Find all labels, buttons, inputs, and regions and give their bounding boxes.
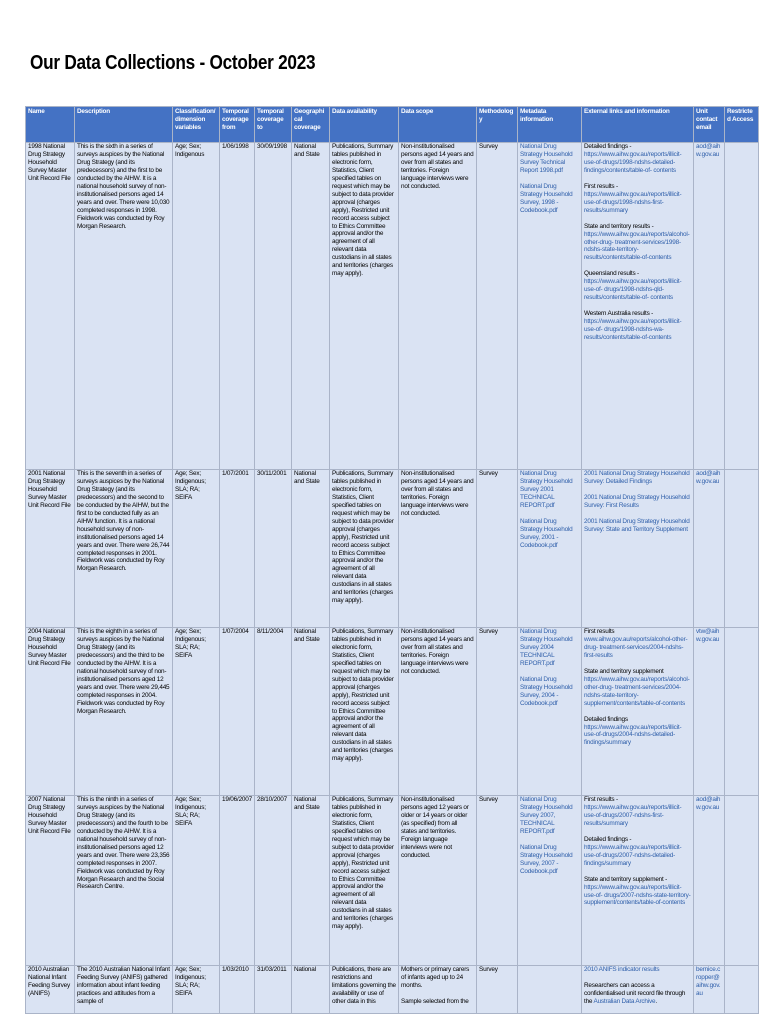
cell-classification: Age; Sex; Indigenous xyxy=(173,143,220,470)
cell-name: 2004 National Drug Strategy Household Survey Master Unit Record File xyxy=(26,628,75,796)
cell-metadata xyxy=(518,966,582,1014)
cell-temporal-to: 28/10/2007 xyxy=(255,796,292,966)
cell-classification: Age; Sex; Indigenous; SLA; RA; SEIFA xyxy=(173,628,220,796)
metadata-link[interactable]: National Drug Strategy Household Survey 2007, TECHNICAL REPORT.pdf xyxy=(520,796,573,835)
cell-metadata xyxy=(518,796,582,966)
archive-note-text: Researchers can access a confidentialised unit record file through the xyxy=(584,981,686,1005)
external-link[interactable]: https://www.aihw.gov.au/reports/alcohol-other-drug- treatment-services/2004-ndshs-state-territory- supplement/contents/table-of-contents xyxy=(584,675,690,707)
col-header-classification: Classification/ dimension variables xyxy=(173,107,220,143)
cell-scope: Non-institutionalised persons aged 12 years or older or 14 years or older (as specified) from all states and territories. Foreign language interviews were not conducted. xyxy=(399,796,477,966)
external-link[interactable]: https://www.aihw.gov.au/reports/illicit-use-of- drugs/2007-ndshs-state-territory- supplement/contents/table-of-contents xyxy=(584,883,691,907)
cell-scope xyxy=(399,966,477,1014)
link-label: Detailed findings - xyxy=(584,143,632,150)
cell-external-links xyxy=(582,628,694,796)
cell-restricted xyxy=(725,628,759,796)
link-label: Queensland results - xyxy=(584,270,639,278)
cell-temporal-from: 19/06/2007 xyxy=(220,796,255,966)
metadata-link[interactable]: National Drug Strategy Household Survey Technical Report 1998.pdf xyxy=(520,143,573,174)
cell-description: The 2010 Australian National Infant Feeding Survey (ANIFS) gathered information about infant feeding practices and attitudes from a sample of xyxy=(75,966,173,1014)
cell-scope: Non-institutionalised persons aged 14 years and over from all states and territories. Foreign language interviews were not conducted. xyxy=(399,470,477,628)
external-link[interactable]: https://www.aihw.gov.au/reports/illicit-use-of-drugs/2007-ndshs-first-results/summary xyxy=(584,803,682,827)
col-header-restricted: Restricted Access xyxy=(725,107,759,143)
cell-classification: Age; Sex; Indigenous; SLA; RA; SEIFA xyxy=(173,966,220,1014)
metadata-link[interactable]: National Drug Strategy Household Survey, 1998 - Codebook.pdf xyxy=(520,182,573,214)
cell-description: This is the ninth in a series of surveys auspices by the National Drug Strategy (and its predecessors) and the fourth to be conducted by the AIHW. It is a national household survey of non-institutionalised persons aged 12 years and over. There were 23,356 completed responses in 2007. Fieldwork was conducted by Roy Morgan Research and the Social Research Centre. xyxy=(75,796,173,966)
external-link[interactable]: www.aihw.gov.au/reports/alcohol-other-drug- treatment-services/2004-ndshs-first-results xyxy=(584,635,688,659)
col-header-geographical: Geographical coverage xyxy=(292,107,330,143)
cell-description: This is the sixth in a series of surveys auspices by the National Drug Strategy (and its predecessors) and the first to be conducted by the AIHW. It is a national household survey of non-institutionalised persons aged 14 years and over. There were 10,030 completed responses in 1998. Fieldwork was conducted by Roy Morgan Research. xyxy=(75,143,173,470)
archive-link[interactable]: Australian Data Archive xyxy=(593,997,656,1005)
cell-external-links xyxy=(582,966,694,1014)
cell-name: 2001 National Drug Strategy Household Survey Master Unit Record File xyxy=(26,470,75,628)
cell-metadata xyxy=(518,470,582,628)
cell-temporal-to: 30/11/2001 xyxy=(255,470,292,628)
cell-geo: National and State xyxy=(292,470,330,628)
scope-text: Mothers or primary carers of infants aged up to 24 months. xyxy=(401,966,470,989)
cell-restricted xyxy=(725,796,759,966)
metadata-link[interactable]: National Drug Strategy Household Survey 2004 TECHNICAL REPORT.pdf xyxy=(520,628,573,667)
col-header-external-links: External links and information xyxy=(582,107,694,143)
col-header-availability: Data availability xyxy=(330,107,399,143)
archive-note-suffix: . xyxy=(655,997,657,1005)
col-header-metadata: Metadata information xyxy=(518,107,582,143)
link-label: Detailed findings xyxy=(584,715,628,723)
cell-temporal-from: 1/06/1998 xyxy=(220,143,255,470)
cell-temporal-to: 31/03/2011 xyxy=(255,966,292,1014)
cell-scope: Non-institutionalised persons aged 14 years and over from all states and territories. Foreign language interviews were not conducted. xyxy=(399,143,477,470)
cell-description: This is the seventh in a series of surveys auspices by the National Drug Strategy (and its predecessors) and the second to be conducted by the AIHW, but the first to be conducted fully as an AIHW function. It is a national household survey of non-institutionalised persons aged 14 years and over. There were 26,744 completed responses in 2001. Fieldwork was conducted by Roy Morgan Research. xyxy=(75,470,173,628)
metadata-link[interactable]: National Drug Strategy Household Survey, 2007 - Codebook.pdf xyxy=(520,843,573,875)
cell-metadata xyxy=(518,143,582,470)
col-header-description: Description xyxy=(75,107,173,143)
cell-name: 2007 National Drug Strategy Household Survey Master Unit Record File xyxy=(26,796,75,966)
header-row xyxy=(26,107,759,143)
cell-name: 1998 National Drug Strategy Household Survey Master Unit Record File xyxy=(26,143,75,470)
external-link[interactable]: https://www.aihw.gov.au/reports/illicit-use-of- drugs/1998-ndshs-qld-results/contents/table-of- contents xyxy=(584,278,682,302)
cell-geo: National xyxy=(292,966,330,1014)
cell-temporal-from: 1/07/2004 xyxy=(220,628,255,796)
col-header-temporal-from: Temporal coverage from xyxy=(220,107,255,143)
external-link[interactable]: 2001 National Drug Strategy Household Survey: First Results xyxy=(584,493,690,509)
cell-external-links xyxy=(582,470,694,628)
cell-name: 2010 Australian National Infant Feeding Survey (ANIFS) xyxy=(26,966,75,1014)
col-header-name: Name xyxy=(26,107,75,143)
table-row xyxy=(26,628,759,796)
cell-availability: Publications, Summary tables published in electronic form, Statistics, Client specified tables on request which may be subject to data provider approval (charges apply), Restricted unit record access subject to Ethics Committee approval and/or the agreement of all relevant data custodians in all states and territories (charges may apply). xyxy=(330,143,399,470)
scope-text: Sample selected from the xyxy=(401,997,469,1005)
cell-temporal-from: 1/03/2010 xyxy=(220,966,255,1014)
link-label: State and territory supplement - xyxy=(584,875,668,883)
link-label: State and territory results - xyxy=(584,222,654,230)
cell-restricted xyxy=(725,966,759,1014)
cell-external-links xyxy=(582,143,694,470)
col-header-methodology: Methodology xyxy=(477,107,518,143)
cell-classification: Age; Sex; Indigenous; SLA; RA; SEIFA xyxy=(173,470,220,628)
col-header-scope: Data scope xyxy=(399,107,477,143)
cell-temporal-to: 30/09/1998 xyxy=(255,143,292,470)
cell-metadata xyxy=(518,628,582,796)
col-header-contact-email: Unit contact email xyxy=(694,107,725,143)
metadata-link[interactable]: National Drug Strategy Household Survey 2001 TECHNICAL REPORT.pdf xyxy=(520,470,573,509)
cell-temporal-from: 1/07/2001 xyxy=(220,470,255,628)
external-link[interactable]: 2001 National Drug Strategy Household Survey: State and Territory Supplement xyxy=(584,517,690,533)
table-row xyxy=(26,470,759,628)
link-label: Detailed findings - xyxy=(584,835,632,843)
page-title: Our Data Collections - October 2023 xyxy=(30,52,316,74)
link-label: First results - xyxy=(584,182,618,190)
external-link[interactable]: https://www.aihw.gov.au/reports/illicit-use-of-drugs/1998-ndshs-detailed-findings/contents/table-of- contents xyxy=(584,150,682,174)
cell-classification: Age; Sex; Indigenous; SLA; RA; SEIFA xyxy=(173,796,220,966)
link-label: Western Australia results - xyxy=(584,310,654,318)
cell-scope: Non-institutionalised persons aged 14 years and over from all states and territories. Foreign language interviews were not conducted. xyxy=(399,628,477,796)
archive-note xyxy=(584,982,691,1006)
cell-geo: National and State xyxy=(292,628,330,796)
cell-methodology: Survey xyxy=(477,796,518,966)
link-label: State and territory supplement xyxy=(584,667,664,675)
cell-geo: National and State xyxy=(292,796,330,966)
cell-methodology: Survey xyxy=(477,470,518,628)
table-row xyxy=(26,966,759,1014)
cell-restricted xyxy=(725,470,759,628)
external-link[interactable]: https://www.aihw.gov.au/reports/illicit-use-of-drugs/2007-ndshs-detailed-findings/summary xyxy=(584,843,682,867)
cell-description: This is the eighth in a series of surveys auspices by the National Drug Strategy (and its predecessors) and the third to be conducted by the AIHW. It is a national household survey of non-institutionalised persons aged 12 years and over. There were 29,445 completed responses in 2004. Fieldwork was conducted by Roy Morgan Research. xyxy=(75,628,173,796)
external-link[interactable]: https://www.aihw.gov.au/reports/alcohol-other-drug- treatment-services/1998-ndshs-state-territory- results/contents/table-of-contents xyxy=(584,230,690,262)
metadata-link[interactable]: National Drug Strategy Household Survey, 2001 - Codebook.pdf xyxy=(520,517,573,549)
col-header-temporal-to: Temporal coverage to xyxy=(255,107,292,143)
cell-methodology: Survey xyxy=(477,628,518,796)
external-link[interactable]: https://www.aihw.gov.au/reports/illicit-use-of-drugs/2004-ndshs-detailed-findings/summary xyxy=(584,723,682,747)
metadata-link[interactable]: National Drug Strategy Household Survey, 2004 - Codebook.pdf xyxy=(520,675,573,707)
cell-geo: National and State xyxy=(292,143,330,470)
link-label: First results xyxy=(584,628,615,635)
cell-availability: Publications, there are restrictions and limitations governing the availability or use of other data in this xyxy=(330,966,399,1014)
cell-contact-email[interactable]: aod@aihw.gov.au xyxy=(694,143,725,470)
data-collections-table xyxy=(25,106,759,1014)
cell-methodology: Survey xyxy=(477,143,518,470)
external-link[interactable]: 2001 National Drug Strategy Household Survey: Detailed Findings xyxy=(584,470,690,485)
cell-contact-email[interactable]: aod@aihw.gov.au xyxy=(694,470,725,628)
cell-availability: Publications, Summary tables published in electronic form, Statistics, Client specified tables on request which may be subject to data provider approval (charges apply), Restricted unit record access subject to Ethics Committee approval and/or the agreement of all relevant data custodians in all states and territories (charges may apply). xyxy=(330,796,399,966)
table-row xyxy=(26,143,759,470)
external-link[interactable]: https://www.aihw.gov.au/reports/illicit-use-of-drugs/1998-ndshs-first-results/summary xyxy=(584,190,682,214)
cell-external-links xyxy=(582,796,694,966)
link-label: First results - xyxy=(584,796,618,803)
cell-temporal-to: 8/11/2004 xyxy=(255,628,292,796)
cell-contact-email[interactable]: bernice.cropper@aihw.gov.au xyxy=(694,966,725,1014)
cell-contact-email[interactable]: vtw@aihw.gov.au xyxy=(694,628,725,796)
table-row xyxy=(26,796,759,966)
external-link[interactable]: https://www.aihw.gov.au/reports/illicit-use-of- drugs/1998-ndshs-wa-results/contents/table-of-contents xyxy=(584,318,682,342)
cell-contact-email[interactable]: aod@aihw.gov.au xyxy=(694,796,725,966)
cell-availability: Publications, Summary tables published in electronic form, Statistics, Client specified tables on request which may be subject to data provider approval (charges apply), Restricted unit record access subject to Ethics Committee approval and/or the agreement of all relevant data custodians in all states and territories (charges may apply). xyxy=(330,628,399,796)
cell-availability: Publications, Summary tables published in electronic form, Statistics, Client specified tables on request which may be subject to data provider approval (charges apply), Restricted unit record access subject to Ethics Committee approval and/or the agreement of all relevant data custodians in all states and territories (charges may apply). xyxy=(330,470,399,628)
cell-methodology: Survey xyxy=(477,966,518,1014)
cell-restricted xyxy=(725,143,759,470)
external-link[interactable]: 2010 ANIFS indicator results xyxy=(584,966,660,973)
